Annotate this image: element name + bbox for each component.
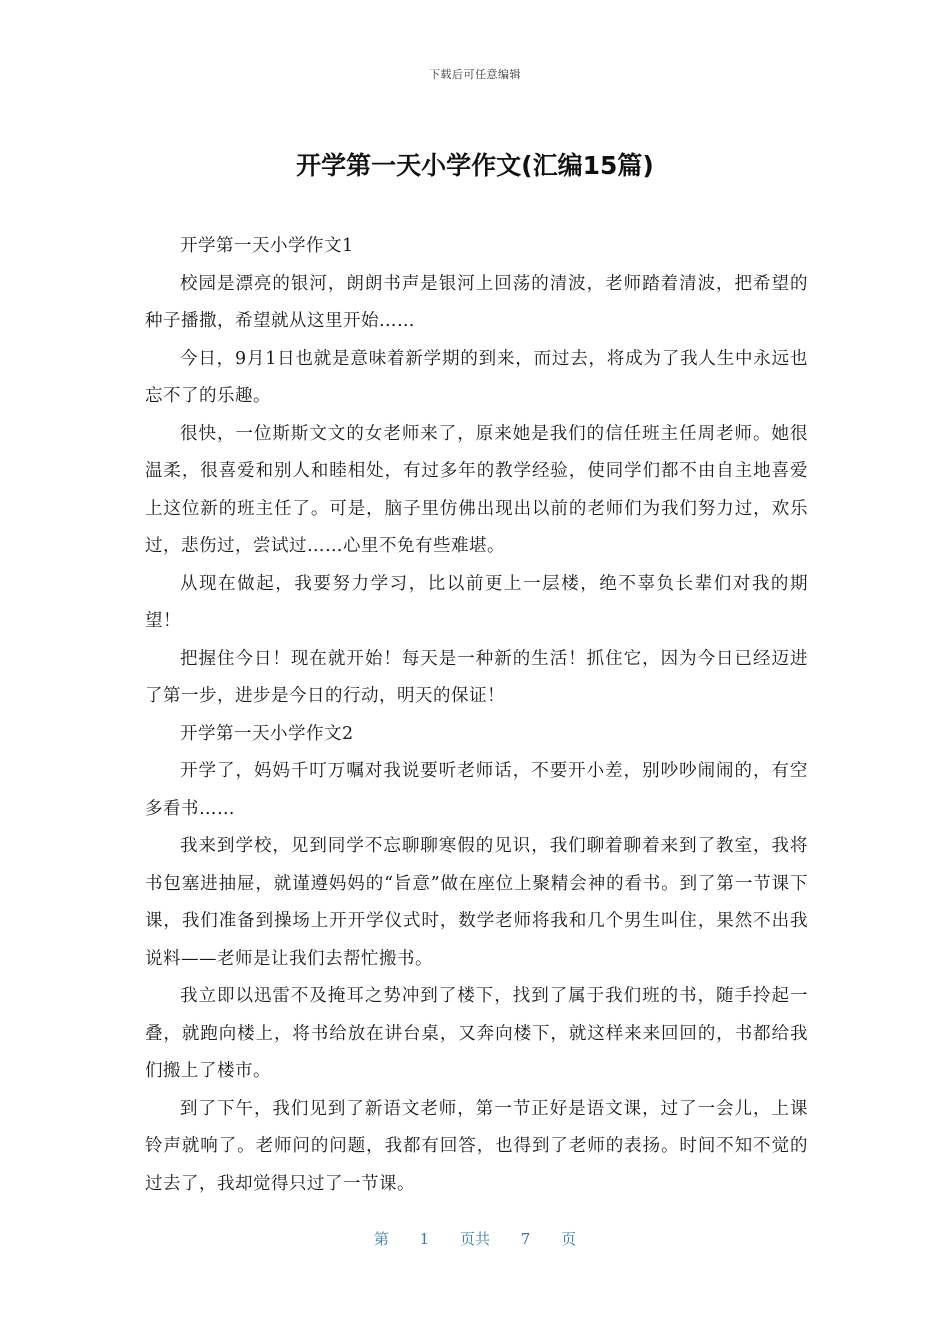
document-body	[145, 228, 808, 1203]
paragraph: 到了下午，我们见到了新语文老师，第一节正好是语文课，过了一会儿，上课铃声就响了。老师问的问题，我都有回答，也得到了老师的表扬。时间不知不觉的过去了，我却觉得只过了一节课。	[145, 1098, 808, 1194]
paragraph: 把握住今日！现在就开始！每天是一种新的生活！抓住它，因为今日已经迈进了第一步，进步是今日的行动，明天的保证！	[145, 648, 808, 706]
page-number-footer	[0, 1228, 950, 1249]
paragraph: 我立即以迅雷不及掩耳之势冲到了楼下，找到了属于我们班的书，随手拎起一叠，就跑向楼上，将书给放在讲台桌，又奔向楼下，就这样来来回回的，书都给我们搬上了楼市。	[145, 986, 808, 1081]
section-heading: 开学第一天小学作文1	[180, 236, 354, 256]
header-note: 下载后可任意编辑	[429, 68, 521, 81]
paragraph: 很快，一位斯斯文文的女老师来了，原来她是我们的信任班主任周老师。她很温柔，很喜爱和别人和睦相处，有过多年的教学经验，使同学们都不由自主地喜爱上这位新的班主任了。可是，脑子里仿佛出现出以前的老师们为我们努力过，欢乐过，悲伤过，尝试过……心里不免有些难堪。	[145, 423, 808, 556]
paragraph: 校园是漂亮的银河，朗朗书声是银河上回荡的清波，老师踏着清波，把希望的种子播撒，希望就从这里开始……	[145, 273, 808, 331]
paragraph: 我来到学校，见到同学不忘聊聊寒假的见识，我们聊着聊着来到了教室，我将书包塞进抽屉，就谨遵妈妈的“旨意”做在座位上聚精会神的看书。到了第一节课下课，我们准备到操场上开开学仪式时，数学老师将我和几个男生叫住，果然不出我说料——老师是让我们去帮忙搬书。	[145, 836, 808, 969]
footer-label-page: 第	[373, 1230, 389, 1248]
document-title: 开学第一天小学作文(汇编15篇)	[296, 151, 654, 180]
footer-label-end: 页	[561, 1230, 577, 1248]
paragraph: 开学了，妈妈千叮万嘱对我说要听老师话，不要开小差，别吵吵闹闹的，有空多看书……	[145, 761, 808, 819]
section-heading: 开学第一天小学作文2	[180, 723, 354, 744]
footer-total-pages: 7	[520, 1230, 531, 1248]
paragraph: 今日，9月1日也就是意味着新学期的到来，而过去，将成为了我人生中永远也忘不了的乐趣。	[145, 348, 808, 406]
footer-label-of: 页共	[459, 1230, 490, 1248]
footer-current-page: 1	[419, 1230, 430, 1248]
paragraph: 从现在做起，我要努力学习，比以前更上一层楼，绝不辜负长辈们对我的期望！	[145, 573, 808, 631]
